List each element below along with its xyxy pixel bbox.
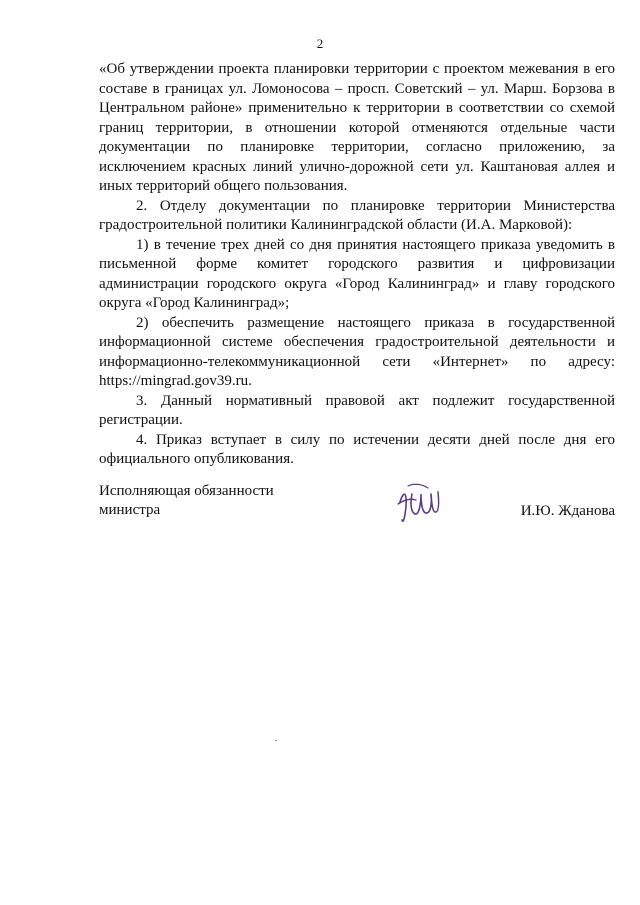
handwritten-signature <box>394 480 444 528</box>
page-number: 2 <box>316 36 324 51</box>
signature-block <box>99 480 615 540</box>
paragraph-subitem-2: 2) обеспечить размещение настоящего приказа в государственной информационной системе обеспечения градостроительной деятельности и информационно-телекоммуникационной сети «Интернет» по адресу: https://mingrad.gov39.ru. <box>99 314 615 389</box>
paragraph-item-2: 2. Отделу документации по планировке территории Министерства градостроительной политики Калининградской области (И.А. Марковой): <box>99 197 615 233</box>
paragraph-item-4: 4. Приказ вступает в силу по истечении десяти дней после дня его официального опубликования. <box>99 431 615 467</box>
scan-speck <box>275 740 277 741</box>
paragraph-item-3: 3. Данный нормативный правовой акт подлежит государственной регистрации. <box>99 392 615 428</box>
document-body <box>99 60 615 470</box>
signatory-name: И.Ю. Жданова <box>520 503 615 519</box>
signatory-position-line2: министра <box>99 502 161 518</box>
signatory-position <box>99 482 274 520</box>
signatory-position-line1: Исполняющая обязанности <box>99 483 274 499</box>
paragraph-subitem-1: 1) в течение трех дней со дня принятия настоящего приказа уведомить в письменной форме комитет городского развития и цифровизации администрации городского округа «Город Калининград» и главу городского округа «Город Калининград»; <box>99 236 615 311</box>
paragraph-continuation: «Об утверждении проекта планировки территории с проектом межевания в его составе в границах ул. Ломоносова – просп. Советский – ул. Марш. Борзова в Центральном районе» применительно к территории в соответствии со схемой границ территории, в отношении которой отменяются отдельные части документации по планировке территории, согласно приложению, за исключением красных линий улично-дорожной сети ул. Каштановая аллея и иных территорий общего пользования. <box>99 61 615 194</box>
